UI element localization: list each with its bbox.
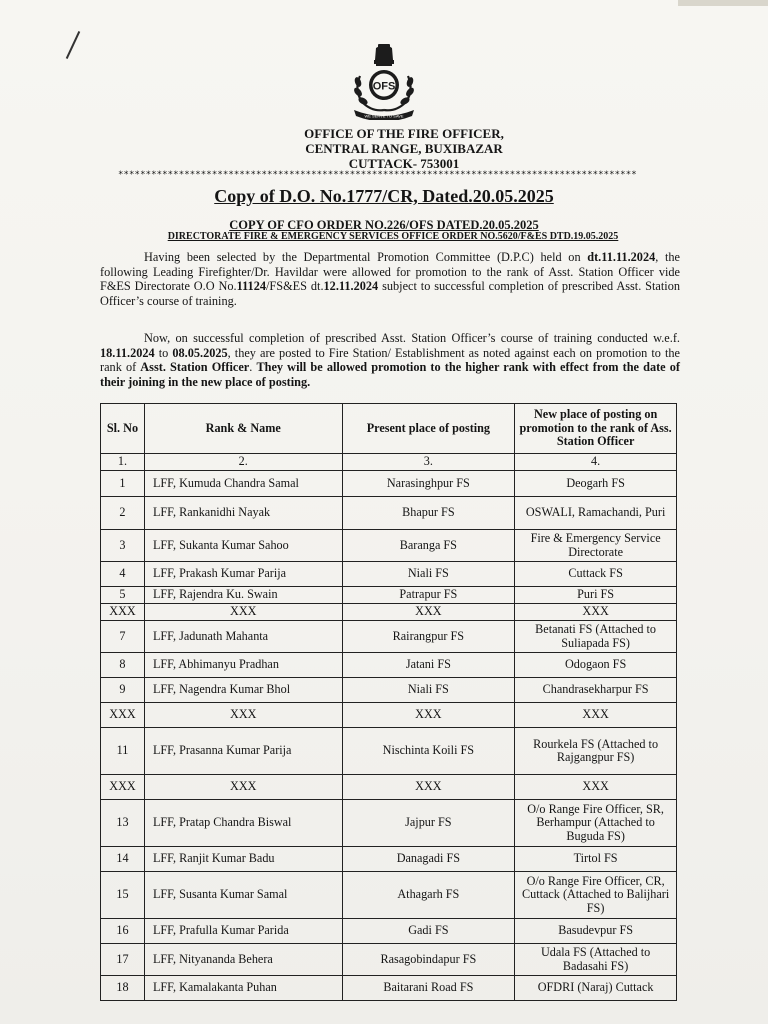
table-row: [101, 703, 677, 728]
cell-new-posting: Odogaon FS: [515, 653, 677, 678]
table-row: [101, 530, 677, 562]
cell-rank-name: LFF, Abhimanyu Pradhan: [144, 653, 342, 678]
cell-sl-no: 15: [101, 872, 145, 919]
cell-present-posting: Rairangpur FS: [342, 621, 515, 653]
para1-date-dpc: dt.11.11.2024: [587, 250, 656, 264]
posting-table: [100, 403, 677, 1001]
cell-new-posting: Deogarh FS: [515, 471, 677, 497]
table-index-row: [101, 454, 677, 471]
table-header-row: [101, 404, 677, 454]
office-line-3: CUTTACK- 753001: [348, 156, 460, 171]
cell-new-posting: Chandrasekharpur FS: [515, 678, 677, 703]
cell-present-posting: Niali FS: [342, 678, 515, 703]
header-present-posting: Present place of posting: [342, 404, 515, 454]
index-cell: 1.: [101, 454, 145, 471]
cell-rank-name: XXX: [144, 775, 342, 800]
cell-rank-name: XXX: [144, 604, 342, 621]
logo-text: OFS: [372, 80, 396, 93]
cell-sl-no: XXX: [101, 604, 145, 621]
table-row: [101, 847, 677, 872]
cell-sl-no: 2: [101, 497, 145, 530]
table-row: [101, 775, 677, 800]
cell-present-posting: Nischinta Koili FS: [342, 728, 515, 775]
cell-rank-name: XXX: [144, 703, 342, 728]
para2-text-e: , they are posted to Fire Station/ Establishment as noted against each on promotion to the rank of: [100, 345, 680, 374]
table-row: [101, 587, 677, 604]
cell-present-posting: Niali FS: [342, 562, 515, 587]
cell-new-posting: Fire & Emergency Service Directorate: [515, 530, 677, 562]
para2-end-date: 08.05.2025: [172, 345, 228, 360]
cell-present-posting: Baitarani Road FS: [342, 976, 515, 1001]
table-row: [101, 621, 677, 653]
para1-text-c: , the following Leading Firefighter/Dr. Havildar were allowed for promotion to the rank of Asst. Station Officer vide F&ES Directorate O.O No.: [100, 250, 680, 293]
cell-new-posting: Puri FS: [515, 587, 677, 604]
table-row: [101, 562, 677, 587]
pen-mark: [66, 31, 80, 59]
cell-new-posting: Betanati FS (Attached to Suliapada FS): [515, 621, 677, 653]
para1-text-e: /FS&ES dt.: [266, 279, 324, 293]
cell-rank-name: LFF, Prasanna Kumar Parija: [144, 728, 342, 775]
table-row: [101, 497, 677, 530]
para1-order-date: 12.11.2024: [323, 279, 379, 293]
table-row: [101, 604, 677, 621]
para2-promotion-note: They will be allowed promotion to the higher rank with effect from the date of their joining in the new place of posting.: [100, 360, 680, 389]
index-cell: 4.: [515, 454, 677, 471]
cell-new-posting: OFDRI (Naraj) Cuttack: [515, 976, 677, 1001]
cell-present-posting: Patrapur FS: [342, 587, 515, 604]
cell-sl-no: 3: [101, 530, 145, 562]
table-row: [101, 976, 677, 1001]
ofs-emblem-icon: [346, 40, 422, 120]
cell-sl-no: 9: [101, 678, 145, 703]
index-cell: 3.: [342, 454, 515, 471]
table-row: [101, 678, 677, 703]
paragraph-posting: [100, 331, 680, 389]
cell-new-posting: XXX: [515, 703, 677, 728]
table-row: [101, 919, 677, 944]
table-row: [101, 800, 677, 847]
paragraph-selection: [100, 250, 680, 308]
cell-rank-name: LFF, Nagendra Kumar Bhol: [144, 678, 342, 703]
cell-sl-no: 8: [101, 653, 145, 678]
table-row: [101, 728, 677, 775]
cell-rank-name: LFF, Prafulla Kumar Parida: [144, 919, 342, 944]
cell-present-posting: Bhapur FS: [342, 497, 515, 530]
para1-text-a: Having been selected by the Departmental Promotion Committee (D.P.C) held on: [144, 250, 588, 264]
cell-sl-no: 17: [101, 944, 145, 976]
star-separator: **********************************************************************************************: [118, 170, 637, 180]
table-body: [101, 471, 677, 1001]
para2-text-g: .: [249, 360, 257, 374]
cell-sl-no: 5: [101, 587, 145, 604]
cfo-order-title: COPY OF CFO ORDER NO.226/OFS DATED.20.05.2025: [229, 218, 539, 232]
office-line-2: CENTRAL RANGE, BUXIBAZAR: [305, 141, 503, 156]
directorate-order-title: DIRECTORATE FIRE & EMERGENCY SERVICES OFFICE ORDER NO.5620/F&ES DTD.19.05.2025: [167, 231, 619, 242]
cell-new-posting: Basudevpur FS: [515, 919, 677, 944]
cell-sl-no: XXX: [101, 703, 145, 728]
cell-sl-no: 7: [101, 621, 145, 653]
cell-sl-no: 1: [101, 471, 145, 497]
cell-rank-name: LFF, Kamalakanta Puhan: [144, 976, 342, 1001]
cell-present-posting: Athagarh FS: [342, 872, 515, 919]
cell-present-posting: Narasinghpur FS: [342, 471, 515, 497]
cell-rank-name: LFF, Nityananda Behera: [144, 944, 342, 976]
table-row: [101, 653, 677, 678]
cell-sl-no: XXX: [101, 775, 145, 800]
office-line-1: OFFICE OF THE FIRE OFFICER,: [304, 126, 504, 141]
cell-new-posting: XXX: [515, 604, 677, 621]
para2-start-date: 18.11.2024: [100, 345, 155, 360]
cell-present-posting: Jatani FS: [342, 653, 515, 678]
cell-rank-name: LFF, Kumuda Chandra Samal: [144, 471, 342, 497]
cell-rank-name: LFF, Sukanta Kumar Sahoo: [144, 530, 342, 562]
cell-rank-name: LFF, Rankanidhi Nayak: [144, 497, 342, 530]
para2-rank: Asst. Station Officer: [140, 360, 250, 374]
cell-sl-no: 11: [101, 728, 145, 775]
document-title: Copy of D.O. No.1777/CR, Dated.20.05.2025: [214, 186, 554, 206]
logo-motto: WE SERVE TO SAVE: [364, 113, 404, 119]
table-row: [101, 872, 677, 919]
table-row: [101, 944, 677, 976]
cell-new-posting: OSWALI, Ramachandi, Puri: [515, 497, 677, 530]
cell-new-posting: O/o Range Fire Officer, CR, Cuttack (Attached to Balijhari FS): [515, 872, 677, 919]
cell-new-posting: Rourkela FS (Attached to Rajgangpur FS): [515, 728, 677, 775]
cell-rank-name: LFF, Pratap Chandra Biswal: [144, 800, 342, 847]
cell-rank-name: LFF, Ranjit Kumar Badu: [144, 847, 342, 872]
index-cell: 2.: [144, 454, 342, 471]
cell-new-posting: O/o Range Fire Officer, SR, Berhampur (Attached to Buguda FS): [515, 800, 677, 847]
office-address: [0, 126, 768, 171]
cell-sl-no: 13: [101, 800, 145, 847]
cell-sl-no: 16: [101, 919, 145, 944]
cell-new-posting: Cuttack FS: [515, 562, 677, 587]
torn-corner: [678, 0, 768, 6]
cell-present-posting: Gadi FS: [342, 919, 515, 944]
cell-rank-name: LFF, Prakash Kumar Parija: [144, 562, 342, 587]
table-row: [101, 471, 677, 497]
cell-present-posting: XXX: [342, 703, 515, 728]
cell-present-posting: Rasagobindapur FS: [342, 944, 515, 976]
header-new-posting: New place of posting on promotion to the rank of Ass. Station Officer: [515, 404, 677, 454]
header-rank-name: Rank & Name: [144, 404, 342, 454]
cell-new-posting: Tirtol FS: [515, 847, 677, 872]
cell-rank-name: LFF, Susanta Kumar Samal: [144, 872, 342, 919]
para1-text-g: subject to successful completion of prescribed Asst. Station Officer’s course of training.: [100, 279, 680, 308]
cell-present-posting: XXX: [342, 775, 515, 800]
cell-present-posting: Danagadi FS: [342, 847, 515, 872]
para2-text-c: to: [154, 345, 173, 360]
cell-sl-no: 18: [101, 976, 145, 1001]
cell-present-posting: Jajpur FS: [342, 800, 515, 847]
cell-rank-name: LFF, Jadunath Mahanta: [144, 621, 342, 653]
cell-new-posting: XXX: [515, 775, 677, 800]
cell-sl-no: 14: [101, 847, 145, 872]
header-sl-no: Sl. No: [101, 404, 145, 454]
cell-rank-name: LFF, Rajendra Ku. Swain: [144, 587, 342, 604]
cell-new-posting: Udala FS (Attached to Badasahi FS): [515, 944, 677, 976]
para2-text-a: Now, on successful completion of prescribed Asst. Station Officer’s course of training conducted w.e.f.: [144, 331, 680, 345]
cell-present-posting: Baranga FS: [342, 530, 515, 562]
cell-present-posting: XXX: [342, 604, 515, 621]
cell-sl-no: 4: [101, 562, 145, 587]
para1-order-no: 11124: [236, 279, 266, 293]
